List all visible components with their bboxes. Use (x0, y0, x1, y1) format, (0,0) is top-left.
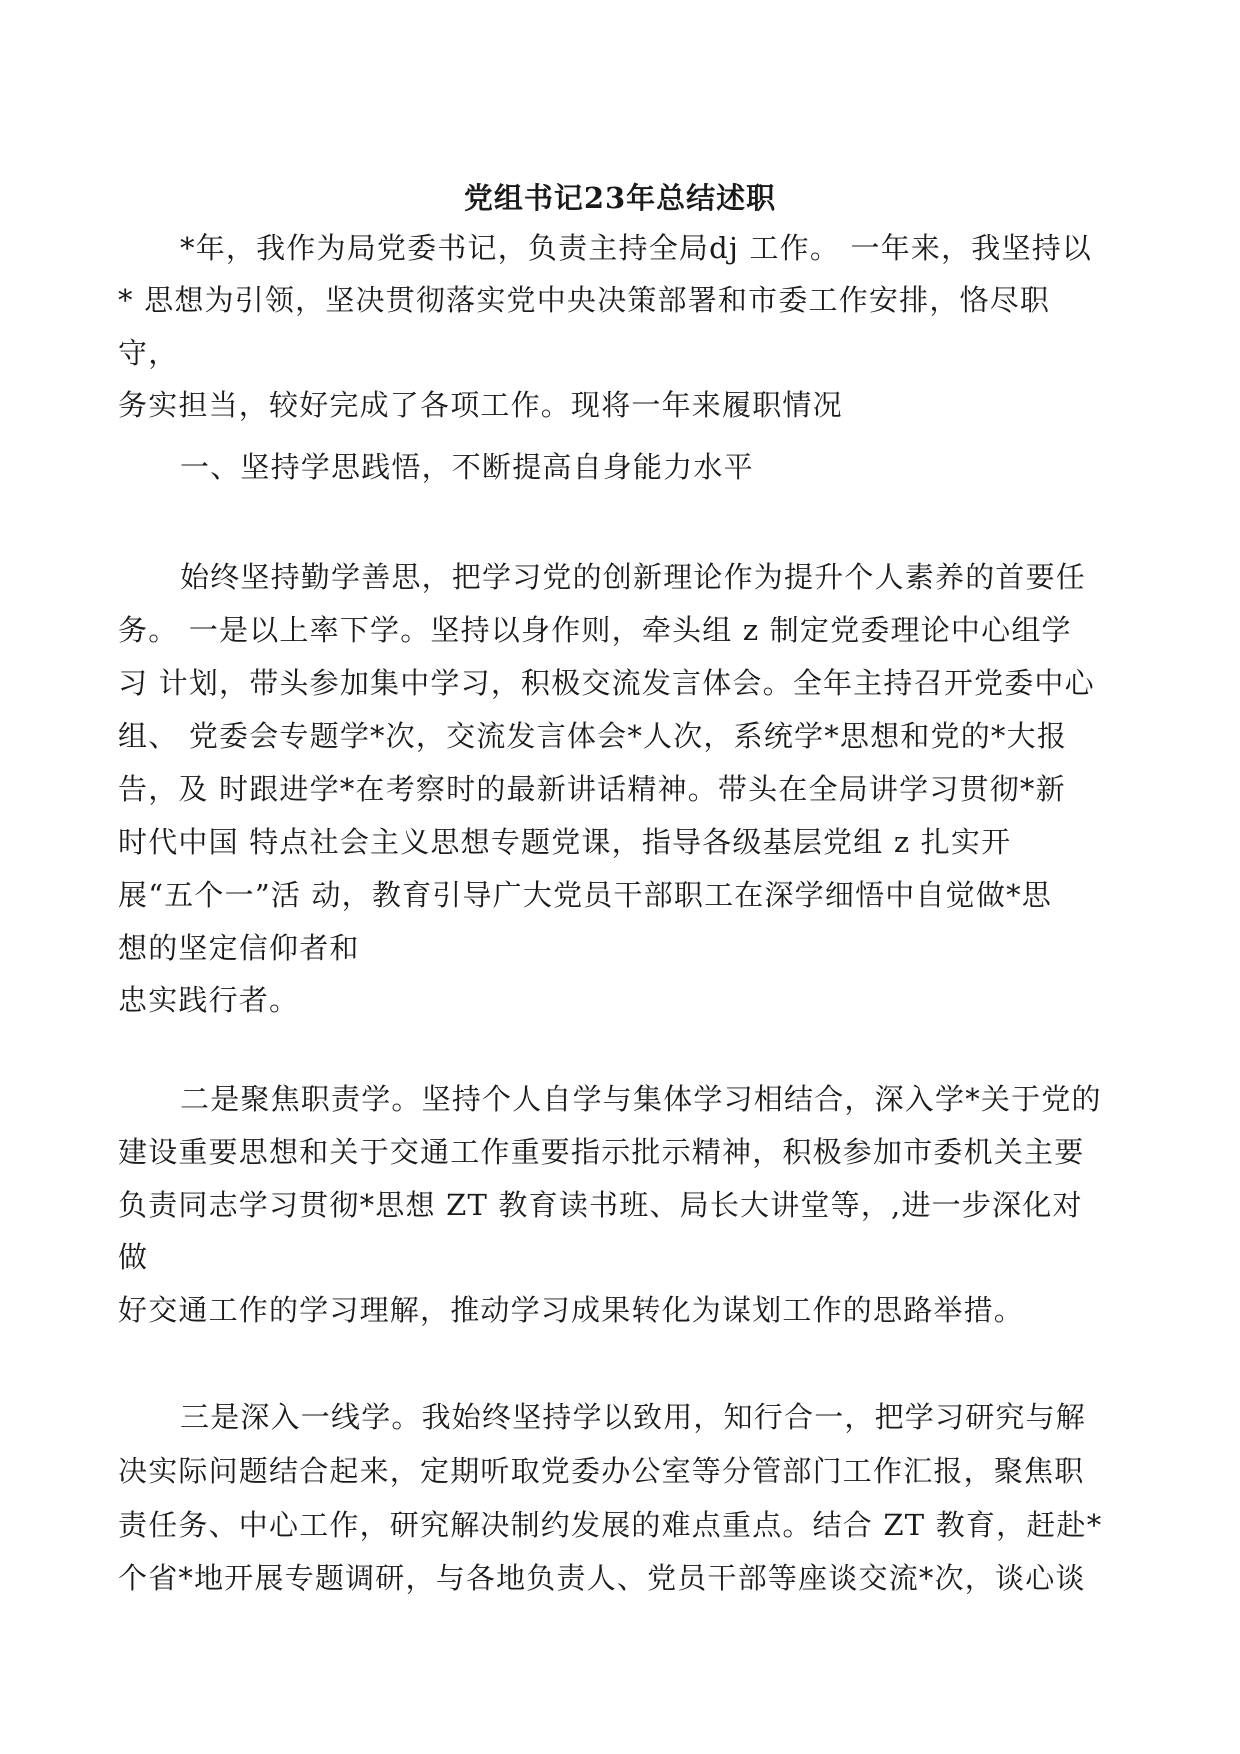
paragraph-line: 好交通工作的学习理解，推动学习成果转化为谋划工作的思路举措。 (118, 1293, 1025, 1327)
paragraph-line: 二是聚焦职责学。坚持个人自学与集体学习相结合，深入学*关于党的 (180, 1082, 1102, 1116)
paragraph-line: 想的坚定信仰者和 (118, 931, 360, 965)
paragraph-line: 务。 一是以上率下学。坚持以身作则，牵头组 z 制定党委理论中心组学 (118, 613, 1072, 647)
paragraph-line: 三是深入一线学。我始终坚持学以致用，知行合一，把学习研究与解 (180, 1400, 1087, 1434)
paragraph-line: 责任务、中心工作，研究解决制约发展的难点重点。结合 ZT 教育，赶赴* (118, 1508, 1103, 1542)
paragraph-line: * 思想为引领，坚决贯彻落实党中央决策部署和市委工作安排，恪尽职 (118, 283, 1051, 317)
paragraph-line: 时代中国 特点社会主义思想专题党课，指导各级基层党组 z 扎实开 (118, 825, 1012, 859)
paragraph-line: 展“五个一”活 动，教育引导广大党员干部职工在深学细悟中自觉做*思 (118, 878, 1052, 912)
paragraph-line: 始终坚持勤学善思，把学习党的创新理论作为提升个人素养的首要任 (180, 560, 1087, 594)
paragraph-line: 个省*地开展专题调研，与各地负责人、党员干部等座谈交流*次，谈心谈 (118, 1561, 1086, 1595)
paragraph-line: 负责同志学习贯彻*思想 ZT 教育读书班、局长大讲堂等，,进一步深化对 (118, 1188, 1083, 1222)
paragraph-line: 决实际问题结合起来，定期听取党委办公室等分管部门工作汇报，聚焦职 (118, 1454, 1085, 1488)
paragraph-line: 组、 党委会专题学*次，交流发言体会*人次，系统学*思想和党的*大报 (118, 719, 1068, 753)
paragraph-line: 守， (118, 336, 179, 370)
paragraph-line: *年，我作为局党委书记，负责主持全局dj 工作。 一年来，我坚持以 (180, 231, 1093, 265)
paragraph-line: 忠实践行者。 (118, 983, 300, 1017)
paragraph-line: 建设重要思想和关于交通工作重要指示批示精神，积极参加市委机关主要 (118, 1135, 1085, 1169)
document-title: 党组书记23年总结述职 (463, 181, 777, 215)
paragraph-line: 做 (118, 1240, 149, 1274)
paragraph-line: 习 计划，带头参加集中学习，积极交流发言体会。全年主持召开党委中心 (118, 666, 1095, 700)
paragraph-line: 务实担当，较好完成了各项工作。现将一年来履职情况 (118, 388, 843, 422)
paragraph-line: 告，及 时跟进学*在考察时的最新讲话精神。带头在全局讲学习贯彻*新 (118, 772, 1066, 806)
section-heading: 一、坚持学思践悟，不断提高自身能力水平 (180, 450, 754, 484)
